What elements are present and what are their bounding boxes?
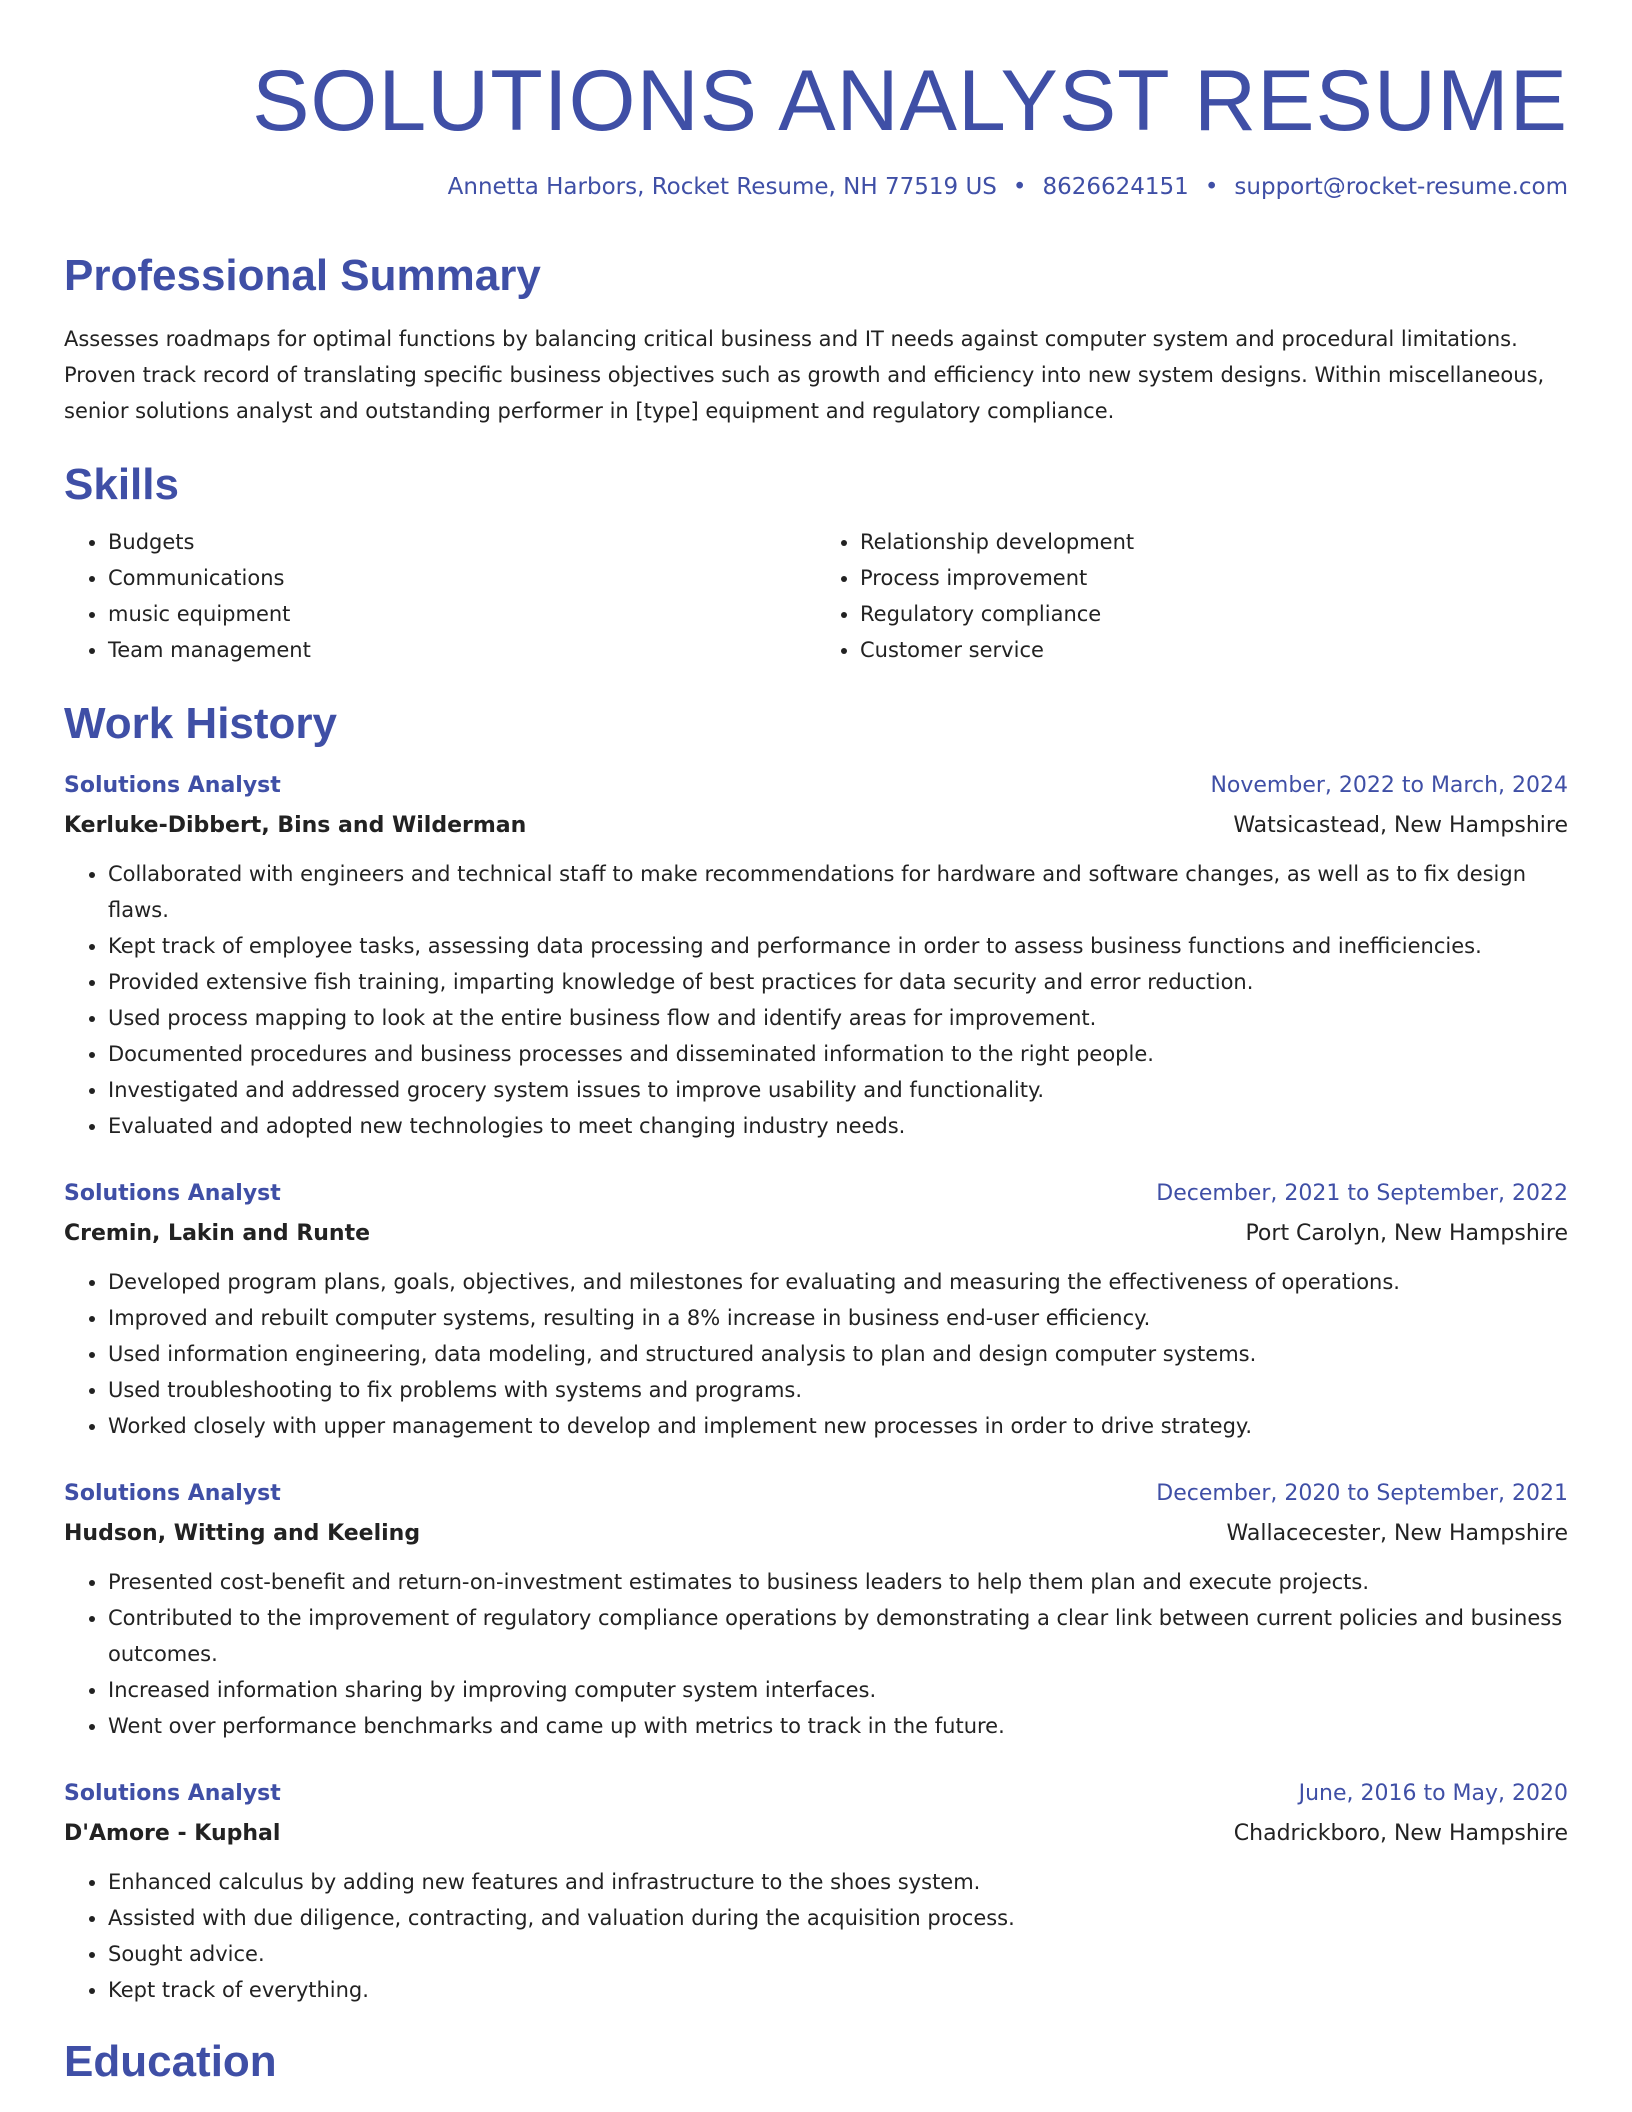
skill-item: • Team management [108, 632, 816, 668]
job-bullets [64, 856, 1568, 1144]
contact-line [64, 174, 1568, 200]
job-entry [64, 766, 1568, 1144]
job-location: Port Carolyn, New Hampshire [1245, 1221, 1568, 1247]
job-title: Solutions Analyst [64, 1781, 281, 1807]
job-entry [64, 1474, 1568, 1744]
job-entry [64, 1774, 1568, 2008]
contact-separator: • [1012, 174, 1027, 200]
skills-heading: Skills [64, 459, 179, 509]
job-header-row [64, 1174, 1568, 1214]
summary-text: Assesses roadmaps for optimal functions by balancing critical business and IT needs against computer system and procedural limitations. Proven track record of translating specific business objectives such as growth and efficiency into new system designs. Within miscellaneous, senior solutions analyst and outstanding performer in [type] equipment and regulatory compliance. [64, 326, 1545, 423]
job-company-row [64, 1814, 1568, 1854]
skill-item: • Budgets [108, 524, 816, 560]
job-bullet: • Kept track of everything. [108, 1972, 1568, 2008]
job-bullet: • Assisted with due diligence, contracting, and valuation during the acquisition process. [108, 1900, 1568, 1936]
job-bullet: • Kept track of employee tasks, assessing data processing and performance in order to assess business functions and inefficiencies. [108, 928, 1568, 964]
job-bullet: • Collaborated with engineers and technical staff to make recommendations for hardware and software changes, as well as to fix design flaws. [108, 856, 1568, 928]
job-bullet: • Used process mapping to look at the entire business flow and identify areas for improvement. [108, 1000, 1568, 1036]
resume-title: SOLUTIONS ANALYST RESUME [252, 53, 1568, 149]
skills-list [64, 524, 1568, 668]
education-heading: Education [64, 2037, 277, 2087]
job-entry [64, 1174, 1568, 1444]
job-bullet: • Used information engineering, data modeling, and structured analysis to plan and design computer systems. [108, 1336, 1568, 1372]
job-company-row [64, 806, 1568, 846]
job-dates: November, 2022 to March, 2024 [1210, 773, 1568, 799]
job-bullet: • Documented procedures and business processes and disseminated information to the right people. [108, 1036, 1568, 1072]
job-location: Chadrickboro, New Hampshire [1233, 1821, 1568, 1847]
job-location: Watsicastead, New Hampshire [1233, 813, 1568, 839]
job-company-row [64, 1514, 1568, 1554]
job-company-row [64, 1214, 1568, 1254]
skill-item: • Customer service [860, 632, 1568, 668]
job-company: Kerluke-Dibbert, Bins and Wilderman [64, 813, 527, 839]
job-header-row [64, 1774, 1568, 1814]
skills-column-left [64, 524, 816, 668]
job-company: Cremin, Lakin and Runte [64, 1221, 371, 1247]
job-bullet: • Used troubleshooting to fix problems with systems and programs. [108, 1372, 1568, 1408]
job-bullets [64, 1264, 1568, 1444]
job-bullet: • Presented cost-benefit and return-on-investment estimates to business leaders to help them plan and execute projects. [108, 1564, 1568, 1600]
job-bullet: • Worked closely with upper management to develop and implement new processes in order to drive strategy. [108, 1408, 1568, 1444]
skills-column-right [816, 524, 1568, 668]
job-bullet: • Investigated and addressed grocery system issues to improve usability and functionality. [108, 1072, 1568, 1108]
job-company: D'Amore - Kuphal [64, 1821, 281, 1847]
summary-heading: Professional Summary [64, 251, 541, 300]
skill-item: • Relationship development [860, 524, 1568, 560]
job-bullet: • Went over performance benchmarks and came up with metrics to track in the future. [108, 1708, 1568, 1744]
job-title: Solutions Analyst [64, 773, 281, 799]
job-bullet: • Provided extensive fish training, imparting knowledge of best practices for data security and error reduction. [108, 964, 1568, 1000]
job-bullet: • Contributed to the improvement of regulatory compliance operations by demonstrating a clear link between current policies and business outcomes. [108, 1600, 1568, 1672]
skill-item: • Communications [108, 560, 816, 596]
resume-page [64, 0, 1568, 2089]
job-company: Hudson, Witting and Keeling [64, 1521, 421, 1547]
skill-item: • music equipment [108, 596, 816, 632]
job-header-row [64, 766, 1568, 806]
job-dates: June, 2016 to May, 2020 [1298, 1781, 1568, 1807]
job-bullet: • Evaluated and adopted new technologies to meet changing industry needs. [108, 1108, 1568, 1144]
contact-email: support@rocket-resume.com [1234, 174, 1568, 200]
work-history-heading: Work History [64, 698, 338, 748]
job-bullet: • Sought advice. [108, 1936, 1568, 1972]
job-bullet: • Increased information sharing by improving computer system interfaces. [108, 1672, 1568, 1708]
job-title: Solutions Analyst [64, 1481, 281, 1507]
job-bullet: • Developed program plans, goals, objectives, and milestones for evaluating and measuring the effectiveness of operations. [108, 1264, 1568, 1300]
job-bullets [64, 1564, 1568, 1744]
job-title: Solutions Analyst [64, 1181, 281, 1207]
job-location: Wallacecester, New Hampshire [1226, 1521, 1568, 1547]
contact-separator: • [1204, 174, 1219, 200]
job-dates: December, 2020 to September, 2021 [1156, 1481, 1568, 1507]
skill-item: • Process improvement [860, 560, 1568, 596]
job-header-row [64, 1474, 1568, 1514]
contact-phone: 8626624151 [1042, 174, 1189, 200]
contact-address: Annetta Harbors, Rocket Resume, NH 77519 US [447, 174, 997, 200]
skill-item: • Regulatory compliance [860, 596, 1568, 632]
job-bullets [64, 1864, 1568, 2008]
job-bullet: • Enhanced calculus by adding new features and infrastructure to the shoes system. [108, 1864, 1568, 1900]
job-dates: December, 2021 to September, 2022 [1156, 1181, 1568, 1207]
job-bullet: • Improved and rebuilt computer systems, resulting in a 8% increase in business end-user efficiency. [108, 1300, 1568, 1336]
